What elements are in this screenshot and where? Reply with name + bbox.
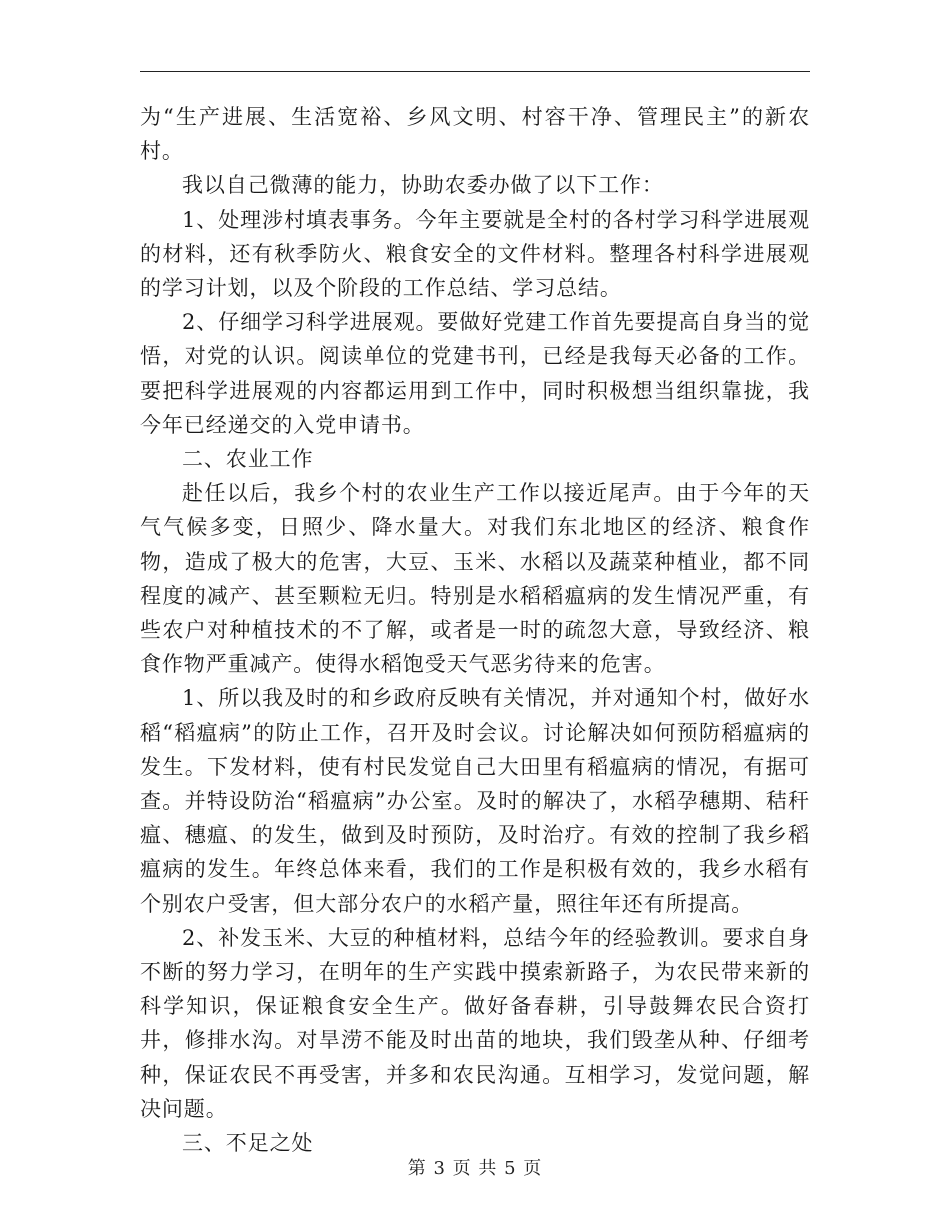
paragraph-item-study: 2、仔细学习科学进展观。要做好党建工作首先要提高自身当的觉悟，对党的认识。阅读单位的党建书刊，已经是我每天必备的工作。要把科学进展观的内容都运用到工作中，同时积极想当组织靠拢，我今年已经递交的入党申请书。 [140, 310, 810, 437]
paragraph-item-planting-materials: 2、补发玉米、大豆的种植材料，总结今年的经验教训。要求自身不断的努力学习，在明年的生产实践中摸索新路子，为农民带来新的科学知识，保证粮食安全生产。做好备春耕，引导鼓舞农民合资打井，修排水沟。对旱涝不能及时出苗的地块，我们毁垄从种、仔细考种，保证农民不再受害，并多和农民沟通。互相学习，发觉问题，解决问题。 [140, 925, 810, 1121]
paragraph-work-intro: 我以自己微薄的能力，协助农委办做了以下工作： [182, 173, 664, 198]
paragraph-agriculture-overview: 赴任以后，我乡个村的农业生产工作以接近尾声。由于今年的天气气候多变，日照少、降水量大。对我们东北地区的经济、粮食作物，造成了极大的危害，大豆、玉米、水稻以及蔬菜种植业，都不同程度的减产、甚至颗粒无归。特别是水稻稻瘟病的发生情况严重，有些农户对种植技术的不了解，或者是一时的疏忽大意，导致经济、粮食作物严重减产。使得水稻饱受天气恶劣待来的危害。 [140, 481, 810, 677]
section-heading-agriculture: 二、农业工作 [182, 447, 314, 472]
section-heading-shortcomings: 三、不足之处 [182, 1131, 314, 1156]
paragraph-intro-continuation: 为“生产进展、生活宽裕、乡风文明、村容干净、管理民主”的新农村。 [140, 105, 810, 164]
header-rule [140, 71, 810, 72]
document-body [140, 100, 810, 1160]
page-number-footer: 第 3 页 共 5 页 [407, 1158, 543, 1179]
paragraph-item-forms: 1、处理涉村填表事务。今年主要就是全村的各村学习科学进展观的材料，还有秋季防火、粮食安全的文件材料。整理各村科学进展观的学习计划，以及个阶段的工作总结、学习总结。 [140, 207, 810, 301]
paragraph-item-rice-blast: 1、所以我及时的和乡政府反映有关情况，并对通知个村，做好水稻“稻瘟病”的防止工作，召开及时会议。讨论解决如何预防稻瘟病的发生。下发材料，使有村民发觉自己大田里有稻瘟病的情况，有据可查。并特设防治“稻瘟病”办公室。及时的解决了，水稻孕穗期、秸秆瘟、穗瘟、的发生，做到及时预防，及时治疗。有效的控制了我乡稻瘟病的发生。年终总体来看，我们的工作是积极有效的，我乡水稻有个别农户受害，但大部分农户的水稻产量，照往年还有所提高。 [140, 686, 810, 916]
